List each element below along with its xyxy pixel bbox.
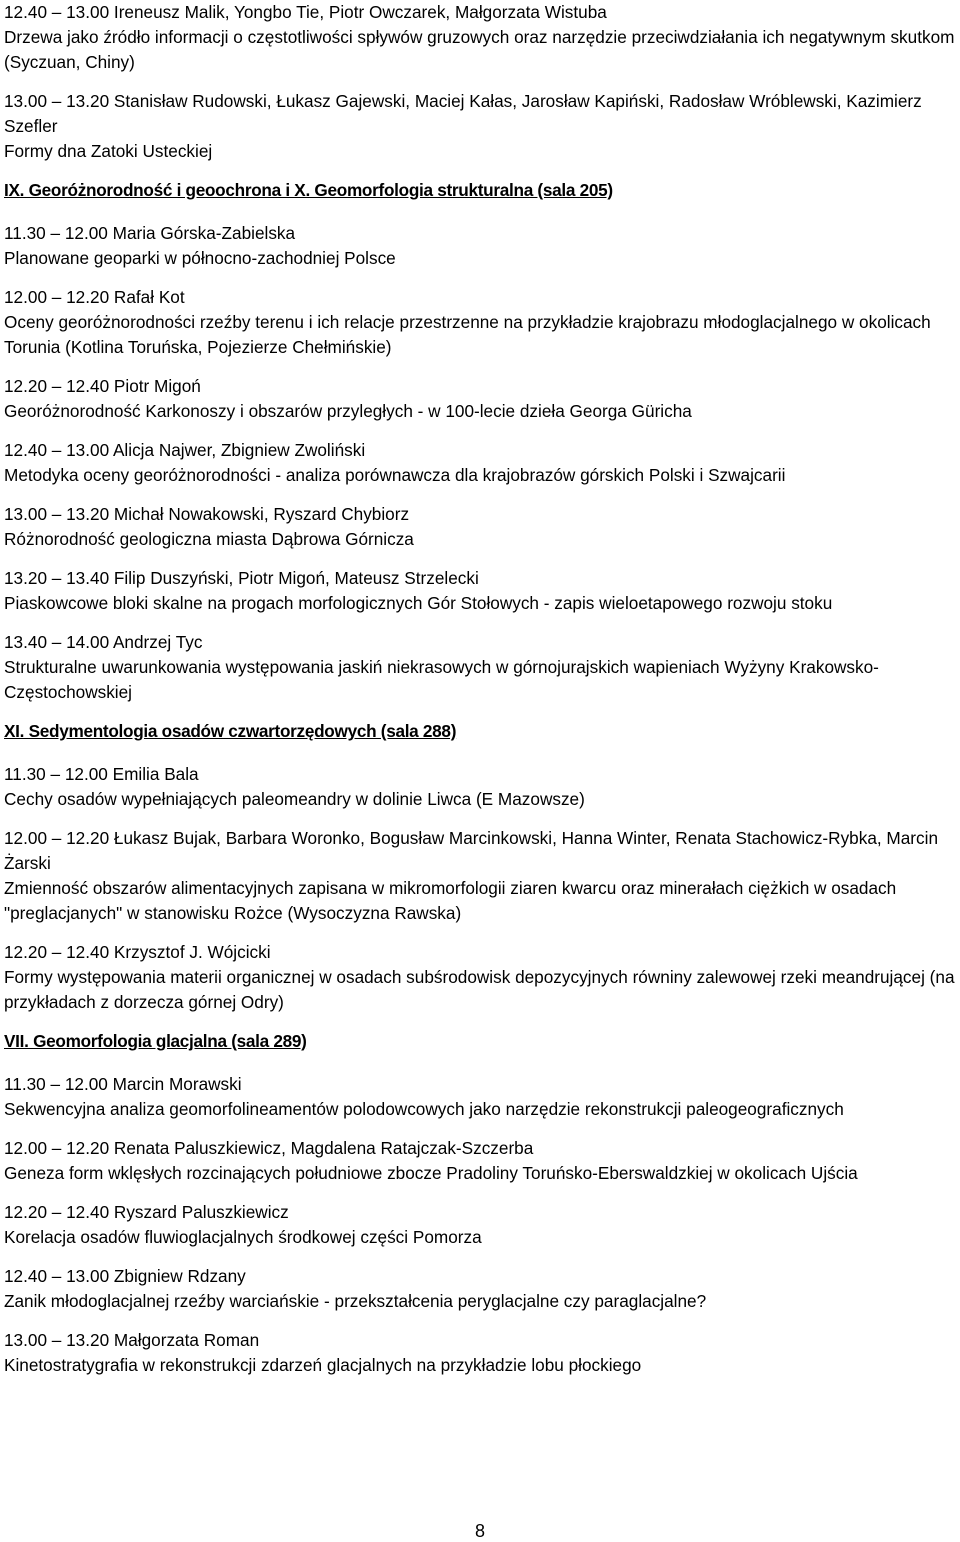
entry-authors: Ireneusz Malik, Yongbo Tie, Piotr Owczarek, Małgorzata Wistuba	[113, 2, 607, 22]
section	[4, 178, 956, 705]
program-entry	[4, 221, 956, 271]
entry-authors: Marcin Morawski	[112, 1074, 242, 1094]
entry-time: 13.00 – 13.20	[4, 91, 110, 111]
entry-header	[4, 0, 956, 25]
entry-authors: Zbigniew Rdzany	[113, 1266, 246, 1286]
entry-title: Zmienność obszarów alimentacyjnych zapisana w mikromorfologii ziaren kwarcu oraz minerałach ciężkich w osadach "preglacjanych" w stanowisku Rożce (Wysoczyzna Rawska)	[4, 878, 897, 923]
entry-time: 12.40 – 13.00	[4, 440, 110, 460]
entry-authors: Renata Paluszkiewicz, Magdalena Ratajczak-Szczerba	[113, 1138, 534, 1158]
program-entry	[4, 438, 956, 488]
entry-authors: Piotr Migoń	[113, 376, 201, 396]
entry-title: Metodyka oceny georóżnorodności - analiza porównawcza dla krajobrazów górskich Polski i Szwajcarii	[4, 465, 786, 485]
entry-authors: Filip Duszyński, Piotr Migoń, Mateusz Strzelecki	[113, 568, 479, 588]
program-entry	[4, 826, 956, 926]
program-entry	[4, 1264, 956, 1314]
entry-time: 12.00 – 12.20	[4, 828, 110, 848]
entry-header	[4, 285, 956, 310]
entry-authors: Maria Górska-Zabielska	[112, 223, 296, 243]
entry-time: 12.20 – 12.40	[4, 942, 110, 962]
entry-authors: Ryszard Paluszkiewicz	[113, 1202, 289, 1222]
entry-header	[4, 630, 956, 655]
entry-title: Strukturalne uwarunkowania występowania jaskiń niekrasowych w górnojurajskich wapieniach Wyżyny Krakowsko-Częstochowskiej	[4, 657, 879, 702]
entry-title: Sekwencyjna analiza geomorfolineamentów polodowcowych jako narzędzie rekonstrukcji paleogeograficznych	[4, 1099, 844, 1119]
entry-header	[4, 1072, 956, 1097]
entry-authors: Krzysztof J. Wójcicki	[113, 942, 271, 962]
entry-time: 12.40 – 13.00	[4, 2, 110, 22]
entry-header	[4, 566, 956, 591]
entry-header	[4, 762, 956, 787]
entry-authors: Andrzej Tyc	[112, 632, 203, 652]
program-entry	[4, 1200, 956, 1250]
program-entry	[4, 1136, 956, 1186]
entry-header	[4, 1328, 956, 1353]
entry-header	[4, 89, 956, 139]
entry-header	[4, 374, 956, 399]
section-heading: VII. Geomorfologia glacjalna (sala 289)	[4, 1031, 307, 1051]
entry-header	[4, 1200, 956, 1225]
entry-title: Korelacja osadów fluwioglacjalnych środkowej części Pomorza	[4, 1227, 482, 1247]
entry-authors: Emilia Bala	[112, 764, 199, 784]
entry-authors: Łukasz Bujak, Barbara Woronko, Bogusław Marcinkowski, Hanna Winter, Renata Stachowicz-Rybka, Marcin Żarski	[4, 828, 938, 873]
entry-title: Drzewa jako źródło informacji o częstotliwości spływów gruzowych oraz narzędzie przeciwdziałania ich negatywnym skutkom (Syczuan, Chiny)	[4, 27, 955, 72]
entry-time: 12.40 – 13.00	[4, 1266, 110, 1286]
section-heading: IX. Georóżnorodność i geoochrona i X. Geomorfologia strukturalna (sala 205)	[4, 180, 613, 200]
entry-title: Geneza form wklęsłych rozcinających południowe zbocze Pradoliny Toruńsko-Eberswaldzkiej w okolicach Ujścia	[4, 1163, 858, 1183]
entry-title: Piaskowcowe bloki skalne na progach morfologicznych Gór Stołowych - zapis wieloetapowego rozwoju stoku	[4, 593, 833, 613]
entry-authors: Michał Nowakowski, Ryszard Chybiorz	[113, 504, 410, 524]
program-entry	[4, 1328, 956, 1378]
entry-time: 12.00 – 12.20	[4, 1138, 110, 1158]
entry-title: Cechy osadów wypełniających paleomeandry w dolinie Liwca (E Mazowsze)	[4, 789, 585, 809]
entry-time: 13.00 – 13.20	[4, 504, 110, 524]
entry-authors: Alicja Najwer, Zbigniew Zwoliński	[112, 440, 366, 460]
entry-title: Georóżnorodność Karkonoszy i obszarów przyległych - w 100-lecie dzieła Georga Güricha	[4, 401, 692, 421]
entry-header	[4, 1136, 956, 1161]
entry-title: Zanik młodoglacjalnej rzeźby warciańskie - przekształcenia peryglacjalne czy paraglacjalne?	[4, 1291, 707, 1311]
section	[4, 719, 956, 1015]
program-entry	[4, 285, 956, 360]
document-page	[4, 0, 956, 1392]
entry-time: 11.30 – 12.00	[4, 1074, 108, 1094]
entry-header	[4, 1264, 956, 1289]
entry-time: 12.00 – 12.20	[4, 287, 110, 307]
section	[4, 0, 956, 164]
entry-time: 13.20 – 13.40	[4, 568, 110, 588]
entry-time: 12.20 – 12.40	[4, 1202, 110, 1222]
program-entry	[4, 89, 956, 164]
page-number: 8	[474, 1521, 485, 1541]
entry-header	[4, 826, 956, 876]
entry-title: Oceny georóżnorodności rzeźby terenu i ich relacje przestrzenne na przykładzie krajobrazu młodoglacjalnego w okolicach Torunia (Kotlina Toruńska, Pojezierze Chełmińskie)	[4, 312, 931, 357]
program-entry	[4, 762, 956, 812]
entry-title: Formy występowania materii organicznej w osadach subśrodowisk depozycyjnych równiny zalewowej rzeki meandrującej (na przykładach z dorzecza górnej Odry)	[4, 967, 955, 1012]
entry-header	[4, 940, 956, 965]
program-entry	[4, 502, 956, 552]
entry-title: Planowane geoparki w północno-zachodniej Polsce	[4, 248, 396, 268]
entry-title: Różnorodność geologiczna miasta Dąbrowa Górnicza	[4, 529, 414, 549]
entry-authors: Stanisław Rudowski, Łukasz Gajewski, Maciej Kałas, Jarosław Kapiński, Radosław Wróblewski, Kazimierz Szefler	[4, 91, 922, 136]
entry-time: 13.00 – 13.20	[4, 1330, 110, 1350]
entry-title: Kinetostratygrafia w rekonstrukcji zdarzeń glacjalnych na przykładzie lobu płockiego	[4, 1355, 642, 1375]
entry-time: 11.30 – 12.00	[4, 223, 108, 243]
entry-header	[4, 438, 956, 463]
entry-time: 12.20 – 12.40	[4, 376, 110, 396]
entry-header	[4, 502, 956, 527]
entry-authors: Rafał Kot	[113, 287, 185, 307]
program-entry	[4, 374, 956, 424]
section	[4, 1029, 956, 1378]
program-entry	[4, 1072, 956, 1122]
entry-header	[4, 221, 956, 246]
entry-time: 11.30 – 12.00	[4, 764, 108, 784]
program-entry	[4, 566, 956, 616]
entry-title: Formy dna Zatoki Usteckiej	[4, 141, 213, 161]
program-entry	[4, 630, 956, 705]
entry-time: 13.40 – 14.00	[4, 632, 110, 652]
program-entry	[4, 0, 956, 75]
entry-authors: Małgorzata Roman	[113, 1330, 260, 1350]
program-entry	[4, 940, 956, 1015]
section-heading: XI. Sedymentologia osadów czwartorzędowych (sala 288)	[4, 721, 457, 741]
